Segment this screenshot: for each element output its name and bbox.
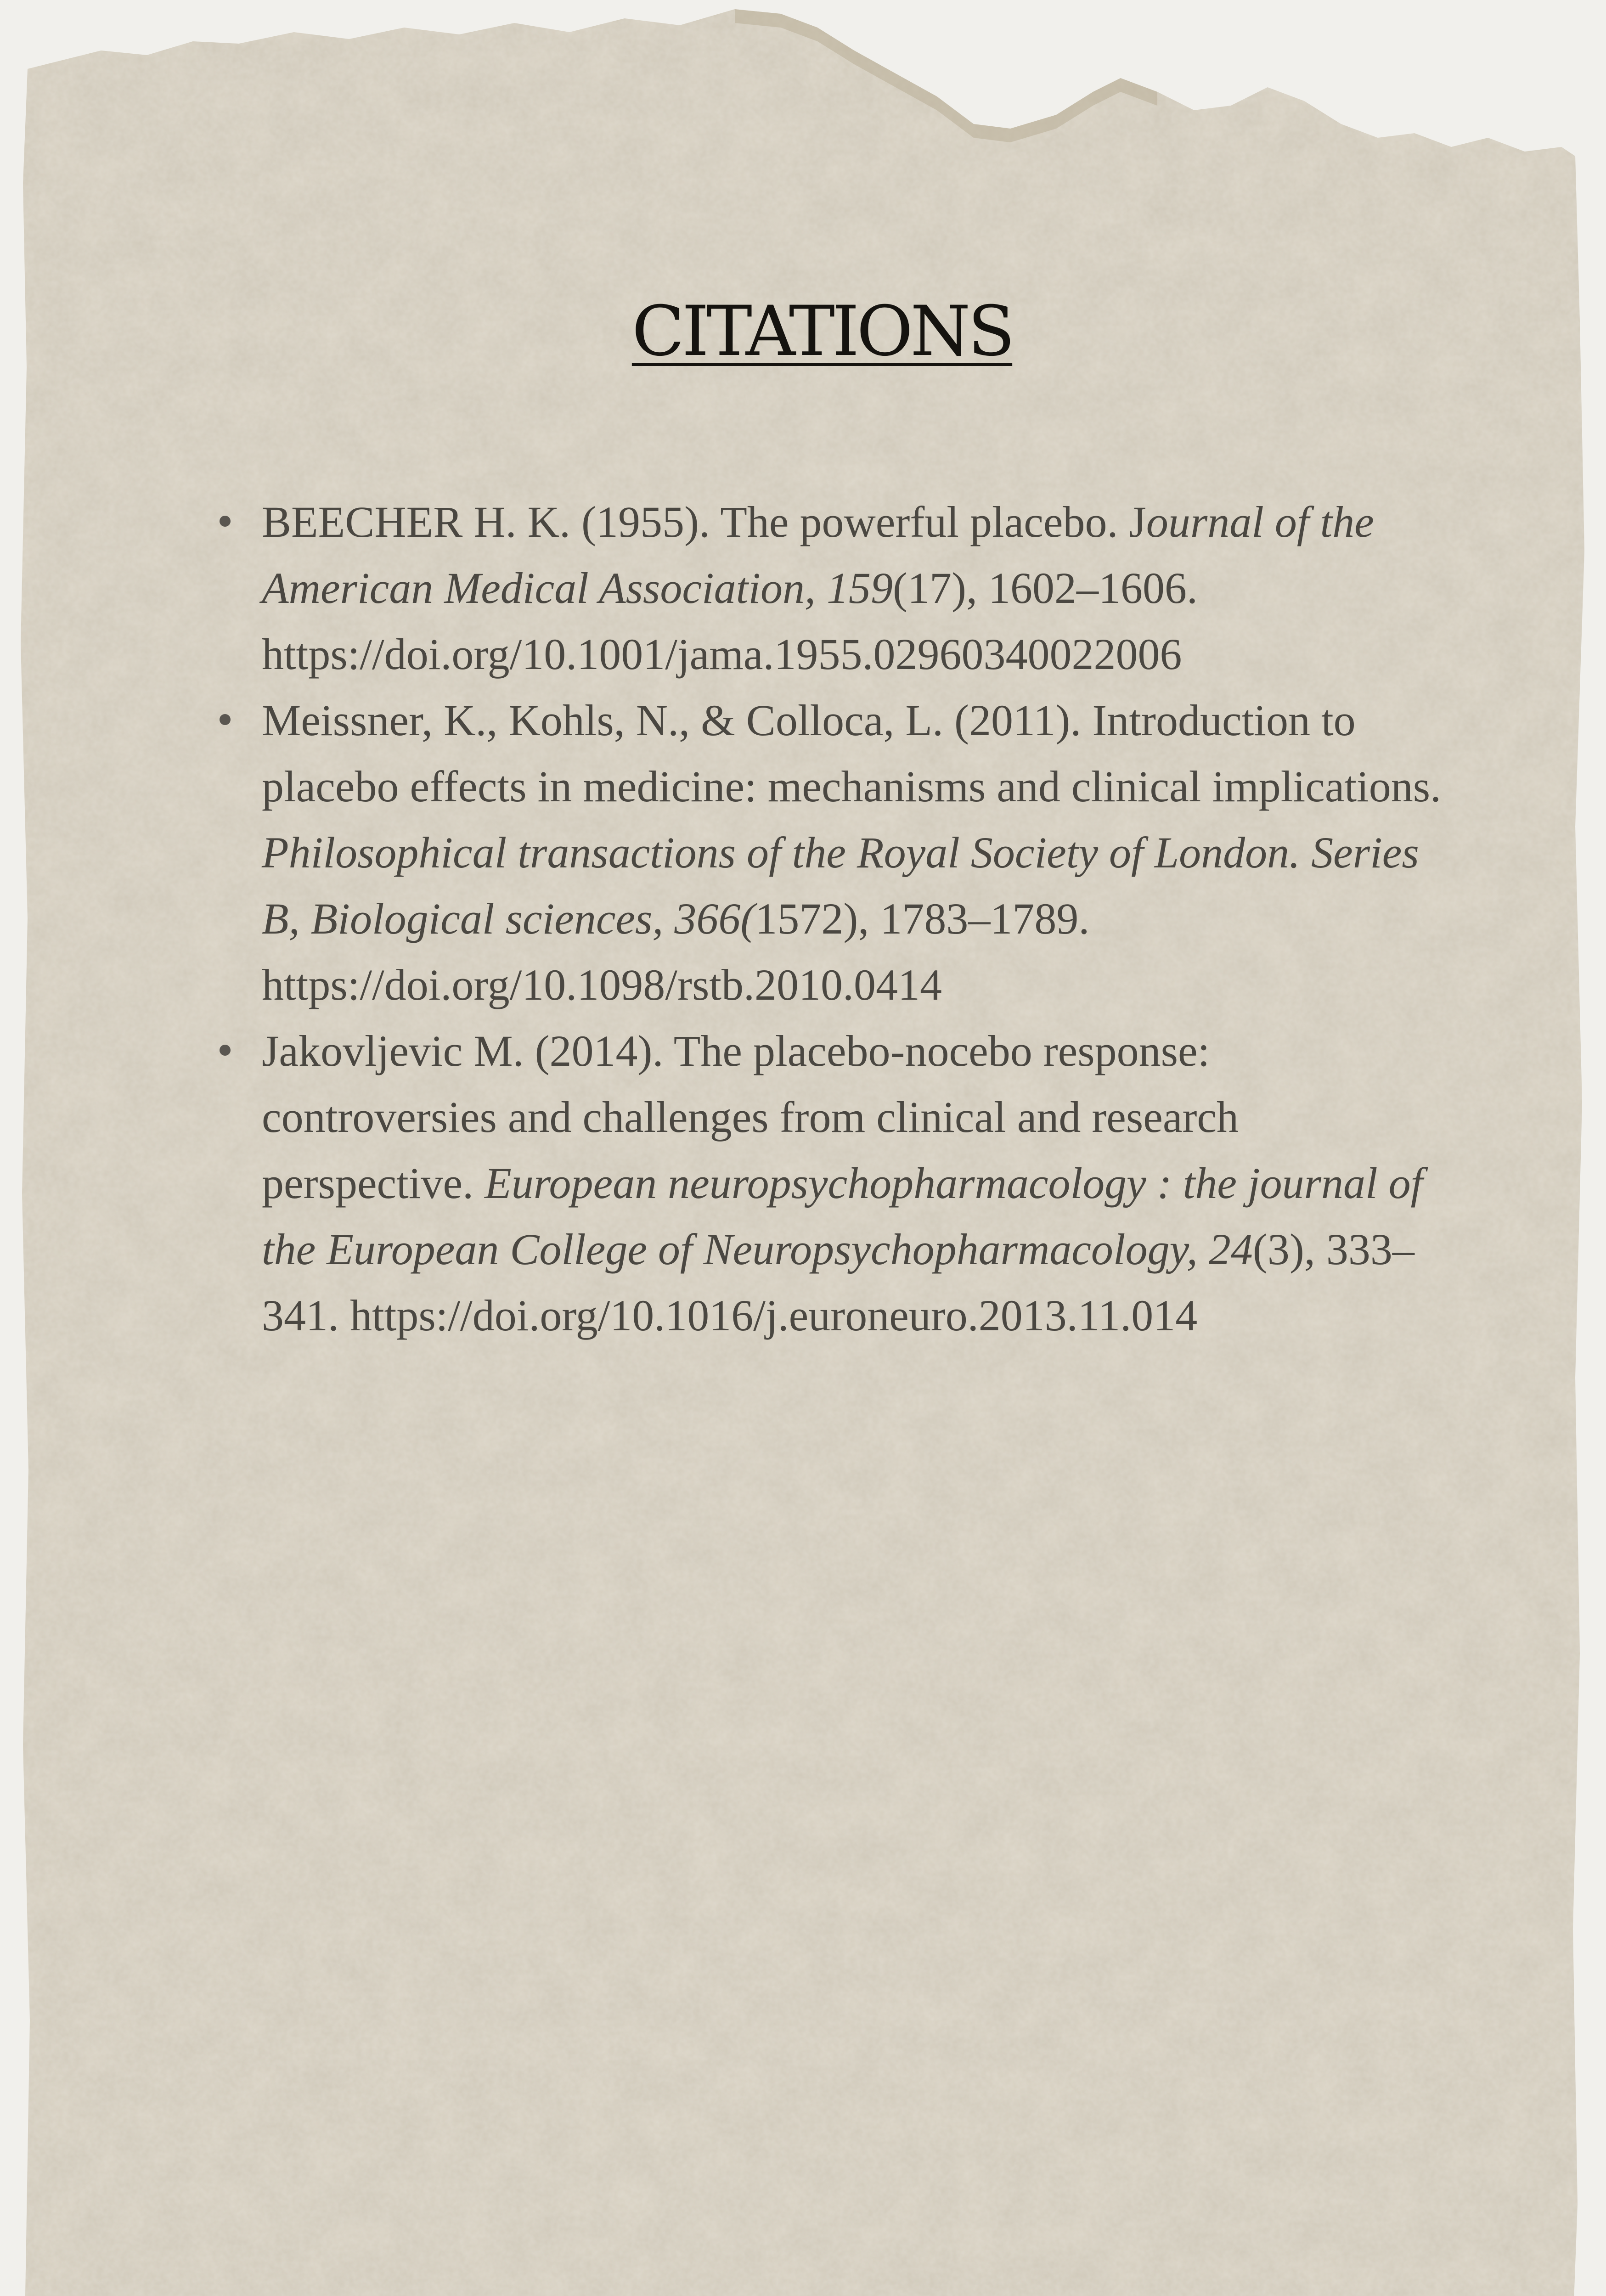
citation-journal: ournal of the American Medical Association, 159 <box>262 497 1374 613</box>
citation-list <box>202 489 1442 1349</box>
citation-item <box>262 1018 1442 1349</box>
citation-text: BEECHER H. K. (1955). The powerful placebo. J <box>262 497 1146 546</box>
bullet-icon <box>220 1045 231 1056</box>
citation-item <box>262 489 1442 687</box>
citation-details: (17), 1602–1606. https://doi.org/10.1001/jama.1955.02960340022006 <box>262 563 1198 679</box>
citation-details: 1572), 1783–1789. https://doi.org/10.1098/rstb.2010.0414 <box>262 894 1090 1009</box>
bullet-icon <box>220 714 231 725</box>
bullet-icon <box>220 516 231 527</box>
citation-journal: European neuropsychopharmacology : the journal of the European College of Neuropsychopharmacology, 24 <box>262 1159 1423 1274</box>
citations-panel <box>202 294 1442 1349</box>
citation-item <box>262 687 1442 1018</box>
citation-text: Meissner, K., Kohls, N., & Colloca, L. (2011). Introduction to placebo effects in medicine: mechanisms and clinical implications. <box>262 696 1442 811</box>
page-title <box>202 294 1442 370</box>
page-title-text: CITATIONS <box>631 292 1013 371</box>
citation-text: Jakovljevic M. (2014). The placebo-nocebo response: controversies and challenges from clinical and research perspective. <box>262 1026 1239 1208</box>
citation-details: (3), 333–341. https://doi.org/10.1016/j.euroneuro.2013.11.014 <box>262 1225 1414 1340</box>
citation-journal: Philosophical transactions of the Royal Society of London. Series B, Biological sciences, 366( <box>262 828 1419 943</box>
